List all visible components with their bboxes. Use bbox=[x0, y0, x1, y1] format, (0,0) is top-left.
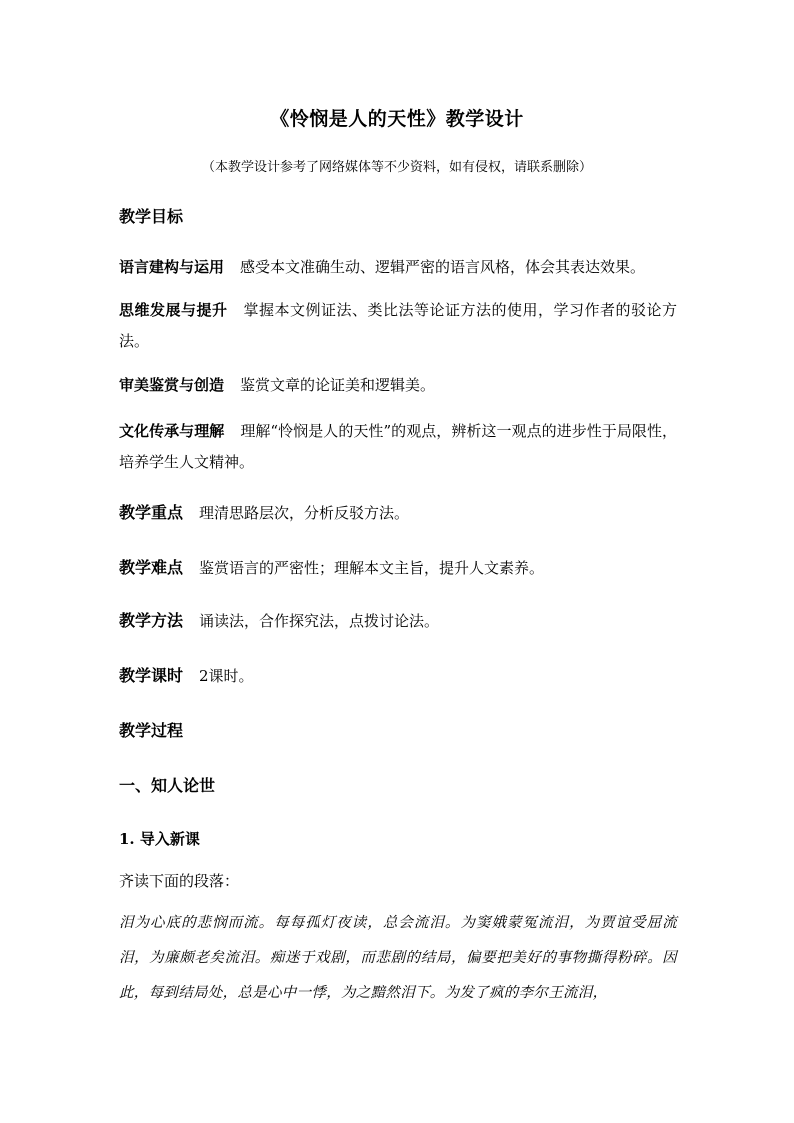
objective-language bbox=[119, 252, 677, 283]
document-subtitle: （本教学设计参考了网络媒体等不少资料，如有侵权，请联系删除） bbox=[201, 160, 592, 175]
process-heading: 教学过程 bbox=[119, 721, 184, 740]
subsection-heading: 1. 导入新课 bbox=[119, 830, 200, 848]
reading-passage: 泪为心底的悲悯而流。每每孤灯夜读，总会流泪。为窦娥蒙冤流泪，为贾谊受屈流泪，为廉颇老矣流泪。痴迷于戏剧，而悲剧的结局，偏要把美好的事物撕得粉碎。因此，每到结局处，总是心中一悸，为之黯然泪下。为发了疯的李尔王流泪， bbox=[119, 915, 677, 1001]
objective-label: 语言建构与运用 bbox=[119, 258, 225, 276]
methods bbox=[119, 608, 677, 634]
section-heading: 一、知人论世 bbox=[119, 776, 216, 795]
key-points-label: 教学重点 bbox=[119, 503, 184, 522]
class-hours bbox=[119, 663, 677, 689]
methods-text: 诵读法，合作探究法，点拨讨论法。 bbox=[199, 612, 440, 630]
key-points bbox=[119, 500, 677, 526]
class-hours-label: 教学课时 bbox=[119, 666, 184, 685]
difficulties-label: 教学难点 bbox=[119, 558, 184, 577]
objective-text: 感受本文准确生动、逻辑严密的语言风格，体会其表达效果。 bbox=[240, 258, 646, 276]
instruction-text: 齐读下面的段落： bbox=[119, 872, 240, 890]
difficulties-text: 鉴赏语言的严密性；理解本文主旨，提升人文素养。 bbox=[199, 559, 545, 577]
objective-thinking bbox=[119, 295, 677, 357]
objective-text: 掌握本文例证法、类比法等论证方法的使用，学习作者的驳论方法。 bbox=[119, 301, 677, 350]
key-points-text: 理清思路层次，分析反驳方法。 bbox=[199, 504, 410, 522]
document-title: 《怜悯是人的天性》教学设计 bbox=[270, 108, 524, 130]
objective-label: 审美鉴赏与创造 bbox=[119, 376, 225, 394]
difficulties bbox=[119, 555, 677, 581]
objective-text: 鉴赏文章的论证美和逻辑美。 bbox=[240, 376, 436, 394]
objective-aesthetic bbox=[119, 370, 677, 401]
objective-text: 理解“怜悯是人的天性”的观点，辨析这一观点的进步性于局限性，培养学生人文精神。 bbox=[119, 422, 677, 471]
class-hours-text: 2课时。 bbox=[199, 667, 254, 685]
objective-label: 文化传承与理解 bbox=[119, 422, 225, 440]
methods-label: 教学方法 bbox=[119, 611, 184, 630]
objectives-heading: 教学目标 bbox=[119, 207, 184, 226]
objective-culture bbox=[119, 416, 677, 478]
objective-label: 思维发展与提升 bbox=[119, 301, 228, 319]
